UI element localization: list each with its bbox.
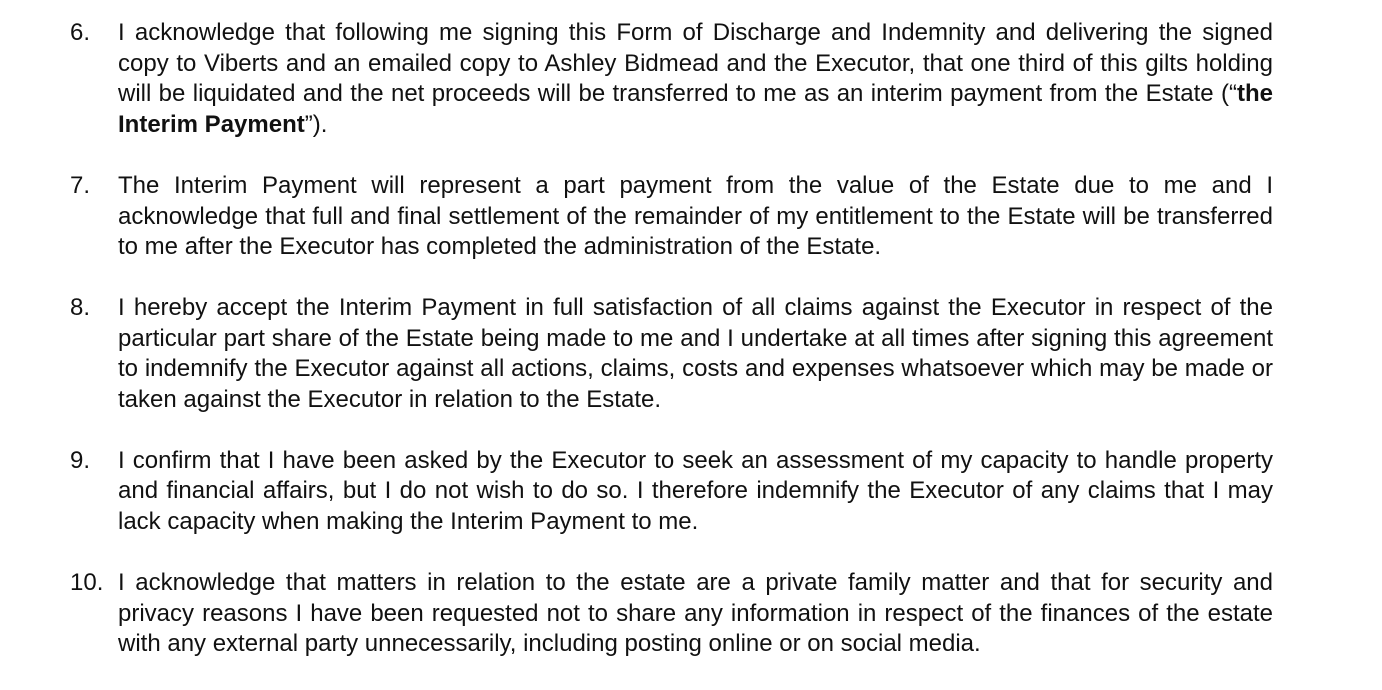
clause-number: 10. [70, 568, 104, 596]
defined-term-interim-payment: the Interim Payment [118, 80, 1273, 139]
clause-text: I confirm that I have been asked by the Executor to seek an assessment of my capacity to handle property and financial affairs, but I do not wish to do so. I therefore indemnify the Executor of any claims that I may lack capacity when making the Interim Payment to me. [118, 446, 1273, 536]
clause-number: 7. [70, 171, 91, 199]
clause-text-after: ”). [304, 111, 328, 139]
clause-10 [0, 568, 1382, 660]
clause-text-before: I acknowledge that following me signing this Form of Discharge and Indemnity and delivering the signed copy to Viberts and an emailed copy to Ashley Bidmead and the Executor, that one third of this gilts holding will be liquidated and the net proceeds will be transferred to me as an interim payment from the Estate (“ [118, 19, 1273, 108]
clause-text [118, 18, 1273, 141]
clause-number: 8. [70, 293, 91, 321]
clause-9 [0, 446, 1382, 538]
clause-text: The Interim Payment will represent a part payment from the value of the Estate due to me and I acknowledge that full and final settlement of the remainder of my entitlement to the Estate will be transferred to me after the Executor has completed the administration of the Estate. [118, 171, 1273, 261]
clause-6 [0, 18, 1382, 141]
clause-number: 6. [70, 19, 91, 46]
clause-text: I acknowledge that matters in relation to the estate are a private family matter and that for security and privacy reasons I have been requested not to share any information in respect of the finances of the estate with any external party unnecessarily, including posting online or on social media. [118, 568, 1273, 658]
clause-7 [0, 171, 1382, 263]
clause-text: I hereby accept the Interim Payment in full satisfaction of all claims against the Executor in respect of the particular part share of the Estate being made to me and I undertake at all times after signing this agreement to indemnify the Executor against all actions, claims, costs and expenses whatsoever which may be made or taken against the Executor in relation to the Estate. [118, 293, 1273, 414]
clause-number: 9. [70, 446, 91, 474]
clause-list [0, 18, 1382, 690]
clause-8 [0, 293, 1382, 416]
